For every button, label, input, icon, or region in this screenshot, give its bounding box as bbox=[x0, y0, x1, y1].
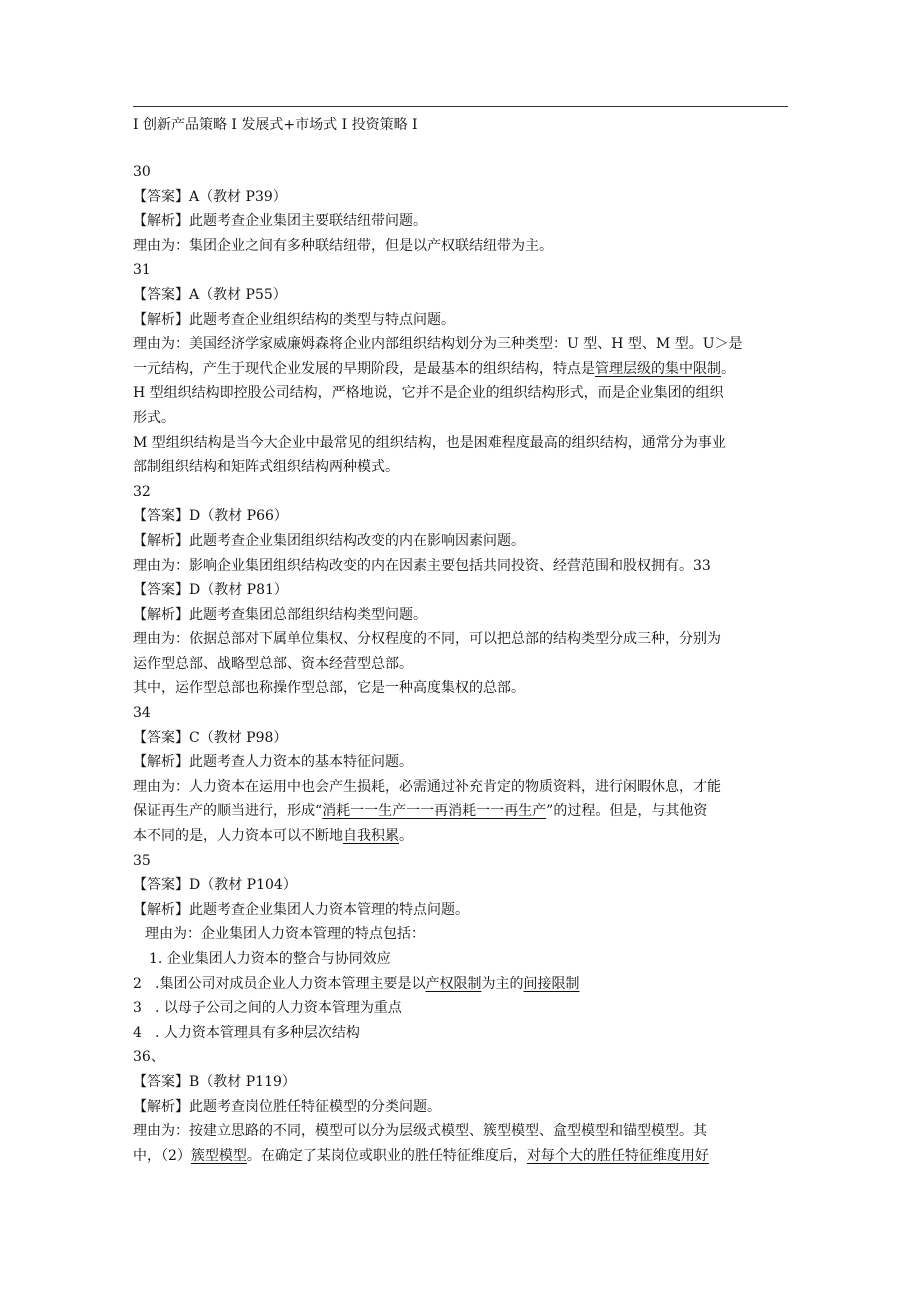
list-number: 3 bbox=[133, 1000, 142, 1017]
underlined-term: 自我积累 bbox=[343, 828, 399, 845]
reason-text: 。 bbox=[399, 828, 413, 845]
reason-line: 形式。 bbox=[133, 409, 175, 426]
reason-text: 中，（2） bbox=[133, 1147, 191, 1164]
list-item bbox=[133, 996, 793, 1021]
list-item bbox=[133, 972, 793, 997]
running-header: I 创新产品策略 I 发展式+市场式 I 投资策略 I bbox=[133, 117, 418, 133]
question-number: 34 bbox=[133, 705, 151, 722]
header-rule bbox=[133, 106, 788, 107]
reason-line: 理由为：按建立思路的不同，模型可以分为层级式模型、簇型模型、盒型模型和锚型模型。其 bbox=[133, 1123, 707, 1140]
analysis-line: 【解析】此题考查岗位胜任特征模型的分类问题。 bbox=[133, 1098, 441, 1115]
reason-line: 部制组织结构和矩阵式组织结构两种模式。 bbox=[133, 459, 399, 476]
analysis-line: 【解析】此题考查企业组织结构的类型与特点问题。 bbox=[133, 311, 455, 328]
reason-line: 理由为：依据总部对下属单位集权、分权程度的不同，可以把总部的结构类型分成三种，分别为 bbox=[133, 631, 721, 648]
answer-line: 【答案】C（教材 P98） bbox=[133, 729, 288, 746]
list-text: . 人力资本管理具有多种层次结构 bbox=[155, 1024, 360, 1041]
underlined-term: 簇型模型 bbox=[190, 1147, 247, 1164]
reason-line: 理由为：集团企业之间有多种联结纽带，但是以产权联结纽带为主。 bbox=[133, 237, 553, 254]
list-text: . 以母子公司之间的人力资本管理为重点 bbox=[155, 1000, 402, 1017]
answer-line: 【答案】A（教材 P55） bbox=[133, 286, 287, 303]
reason-line: 理由为：美国经济学家威廉姆森将企业内部组织结构划分为三种类型：U 型、H 型、M 型。U＞是 bbox=[133, 336, 743, 353]
question-number: 36、 bbox=[133, 1049, 165, 1066]
reason-line bbox=[133, 1144, 793, 1169]
analysis-line: 【解析】此题考查集团总部组织结构类型问题。 bbox=[133, 606, 427, 623]
analysis-line: 【解析】此题考查人力资本的基本特征问题。 bbox=[133, 754, 413, 771]
list-text: 为主的 bbox=[481, 975, 524, 992]
list-number: 2 bbox=[133, 975, 142, 992]
reason-text: 本不同的是，人力资本可以不断地 bbox=[133, 828, 343, 845]
analysis-line: 【解析】此题考查企业集团组织结构改变的内在影响因素问题。 bbox=[133, 532, 525, 549]
underlined-term: 对每个大的胜任特征维度用好 bbox=[526, 1147, 709, 1164]
answer-line: 【答案】D（教材 P66） bbox=[133, 508, 288, 525]
reason-line: M 型组织结构是当今大企业中最常见的组织结构，也是困难程度最高的组织结构，通常分为事业 bbox=[133, 434, 726, 451]
list-item bbox=[133, 1021, 793, 1046]
reason-text: 一元结构，产生于现代企业发展的早期阶段，是最基本的组织结构，特点是 bbox=[133, 360, 595, 377]
reason-text: ”的过程。但是，与其他资 bbox=[546, 803, 708, 820]
question-number: 30 bbox=[133, 164, 151, 180]
reason-line: 运作型总部、战略型总部、资本经营型总部。 bbox=[133, 655, 413, 672]
underlined-term: 间接限制 bbox=[523, 975, 580, 992]
underlined-term: 管理层级的集中限制 bbox=[595, 360, 721, 377]
answer-line: 【答案】A（教材 P39） bbox=[133, 188, 287, 205]
answer-line: 【答案】D（教材 P104） bbox=[133, 877, 297, 894]
reason-line: 理由为：人力资本在运用中也会产生损耗，必需通过补充肯定的物质资料，进行闲暇休息，才能 bbox=[133, 778, 721, 795]
reason-line: 其中，运作型总部也称操作型总部，它是一种高度集权的总部。 bbox=[133, 680, 525, 697]
answer-line: 【答案】D（教材 P81） bbox=[133, 582, 288, 599]
answer-line: 【答案】B（教材 P119） bbox=[133, 1073, 296, 1090]
underlined-term: 消耗一一生产一一再消耗一一再生产 bbox=[322, 803, 547, 820]
reason-text: 保证再生产的顺当进行，形成“ bbox=[133, 803, 323, 820]
question-number: 35 bbox=[133, 852, 151, 869]
reason-text: 。 bbox=[721, 360, 735, 377]
reason-text: 。在确定了某岗位或职业的胜任特征维度后， bbox=[246, 1147, 527, 1164]
question-number: 32 bbox=[133, 483, 151, 500]
reason-line bbox=[133, 357, 793, 382]
reason-line bbox=[133, 824, 793, 849]
reason-line: H 型组织结构即控股公司结构，严格地说，它并不是企业的组织结构形式，而是企业集团的组织 bbox=[133, 385, 724, 402]
analysis-line: 【解析】此题考查企业集团主要联结纽带问题。 bbox=[133, 213, 427, 230]
question-number: 31 bbox=[133, 262, 151, 279]
reason-line bbox=[133, 799, 793, 824]
list-number: 4 bbox=[133, 1024, 142, 1041]
list-item: 1. 企业集团人力资本的整合与协同效应 bbox=[149, 951, 391, 967]
analysis-line: 【解析】此题考查企业集团人力资本管理的特点问题。 bbox=[133, 901, 469, 918]
list-text: .集团公司对成员企业人力资本管理主要是以 bbox=[155, 975, 426, 992]
reason-line: 理由为：影响企业集团组织结构改变的内在因素主要包括共同投资、经营范围和股权拥有。33 bbox=[133, 557, 711, 574]
underlined-term: 产权限制 bbox=[425, 975, 482, 992]
reason-line: 理由为：企业集团人力资本管理的特点包括： bbox=[145, 926, 425, 943]
answer-document bbox=[133, 160, 793, 1168]
